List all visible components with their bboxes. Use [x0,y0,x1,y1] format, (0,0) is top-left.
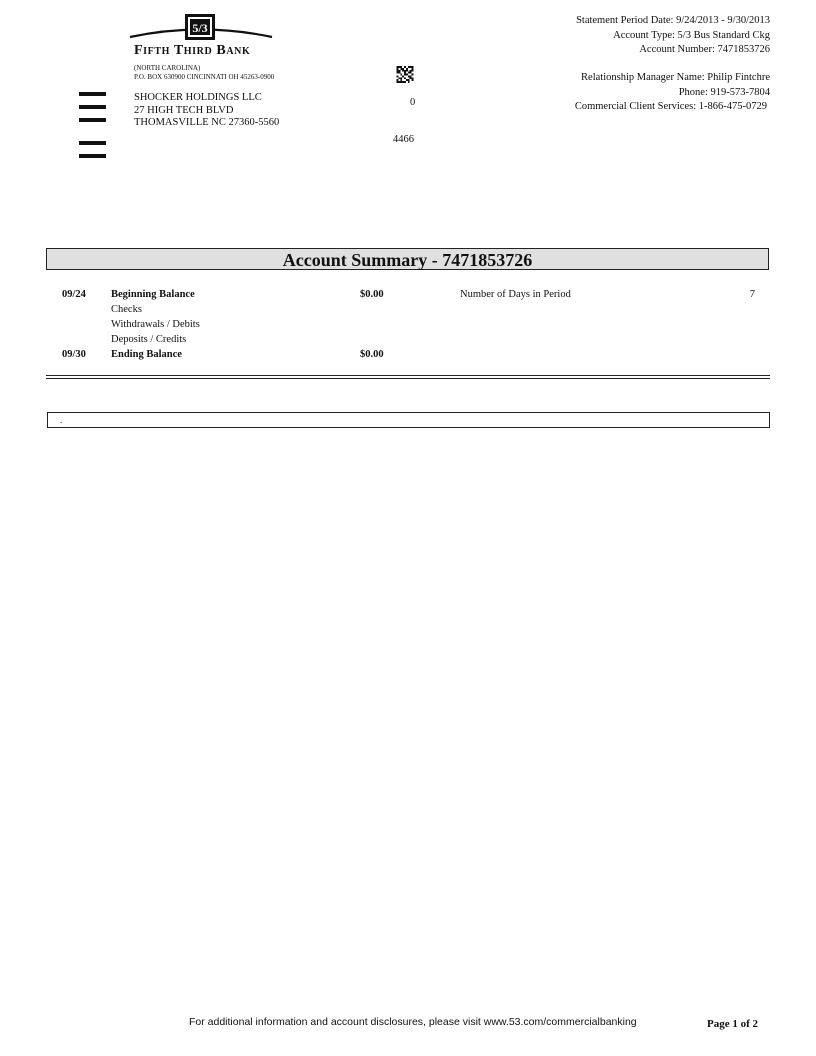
page-number: Page 1 of 2 [707,1018,759,1030]
summary-row [62,347,762,362]
row-label: Checks [111,304,142,315]
notice-box: . [47,412,770,428]
account-number: Account Number: 7471853726 [639,44,770,55]
row-label: Beginning Balance [111,289,195,300]
account-summary-table [62,287,762,362]
row-date: 09/24 [62,289,86,300]
relationship-manager-phone: Phone: 919-573-7804 [678,86,770,98]
recipient-line: 27 HIGH TECH BLVD [134,104,234,116]
postal-bar-marks-icon [79,92,106,162]
divider [46,378,770,379]
recipient-line: THOMASVILLE NC 27360-5560 [134,117,280,128]
row-label: Ending Balance [111,349,182,360]
recipient-address [134,92,279,130]
summary-row [62,302,762,317]
footer-disclosure-note: For additional information and account disclosures, please visit www.53.com/commercialbanking [189,1016,637,1028]
return-address-line: P.O. BOX 630900 CINCINNATI OH 45263-0900 [134,72,275,81]
summary-row [62,317,762,332]
statement-details [576,14,770,58]
summary-row [62,332,762,347]
summary-row [62,287,762,302]
days-in-period-label: Number of Days in Period [460,289,571,300]
mail-code-number: 4466 [393,134,414,145]
client-services-phone: Commercial Client Services: 1-866-475-0729 [574,101,767,112]
return-address-line: (NORTH CAROLINA) [134,64,201,72]
account-summary-title: Account Summary - 7471853726 [46,248,769,270]
account-type: Account Type: 5/3 Bus Standard Ckg [613,29,770,41]
mail-code-zero: 0 [410,97,416,108]
bank-name: Fifth Third Bank [134,43,251,58]
svg-text:5/3: 5/3 [192,21,208,35]
row-date: 09/30 [62,349,86,360]
row-label: Withdrawals / Debits [111,319,200,330]
statement-period: Statement Period Date: 9/24/2013 - 9/30/2013 [576,15,770,26]
row-amount: $0.00 [360,289,384,300]
relationship-manager-block [575,71,770,115]
divider [46,375,770,376]
row-amount: $0.00 [360,349,384,360]
recipient-line: SHOCKER HOLDINGS LLC [134,92,262,103]
2d-barcode-icon [396,66,414,83]
relationship-manager-name: Relationship Manager Name: Philip Fintchre [581,72,770,83]
row-label: Deposits / Credits [111,334,187,345]
return-address [134,64,274,81]
days-in-period-value: 7 [749,289,755,300]
